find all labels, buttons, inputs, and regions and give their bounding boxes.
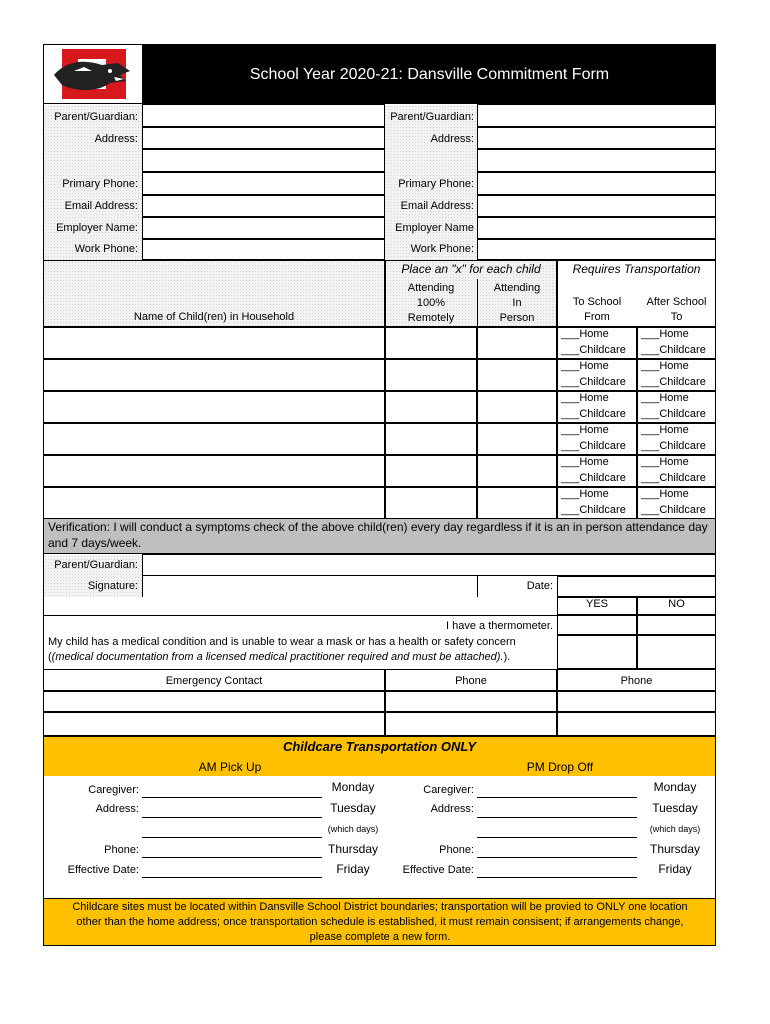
attending-remote-box[interactable] xyxy=(385,327,477,359)
after-school-home-option[interactable]: ___Home xyxy=(641,456,689,468)
medical-yes-box[interactable] xyxy=(557,635,637,669)
attending-person-box[interactable] xyxy=(477,359,557,391)
after-school-home-option[interactable]: ___Home xyxy=(641,360,689,372)
am-tuesday: Tuesday xyxy=(330,801,376,815)
attending-person-box[interactable] xyxy=(477,423,557,455)
verification-text: Verification: I will conduct a symptoms check of the above child(ren) every day regardless if it is an in person attendance day and 7 days/week. xyxy=(48,520,708,550)
emergency-contact-field-2[interactable] xyxy=(43,712,385,736)
primary-phone-label-1: Primary Phone: xyxy=(62,178,138,190)
medical-line-1: My child has a medical condition and is unable to wear a mask or has a health or safety concern xyxy=(48,636,516,648)
attending-person-label: Attending In Person xyxy=(493,282,541,324)
after-school-label: After School To xyxy=(646,296,707,323)
email-field-2[interactable] xyxy=(477,195,716,217)
pm-friday: Friday xyxy=(658,862,692,876)
after-school-home-option[interactable]: ___Home xyxy=(641,488,689,500)
thermometer-yes-box[interactable] xyxy=(557,615,637,635)
pm-caregiver-line[interactable] xyxy=(477,797,637,798)
emergency-phone-field-2a[interactable] xyxy=(385,712,557,736)
pm-effective-label: Effective Date: xyxy=(402,864,474,876)
after-school-home-option[interactable]: ___Home xyxy=(641,424,689,436)
am-phone-line[interactable] xyxy=(142,857,322,858)
to-school-childcare-option[interactable]: ___Childcare xyxy=(561,440,626,452)
address-label-1: Address: xyxy=(94,133,138,145)
childcare-title: Childcare Transportation ONLY xyxy=(282,739,477,754)
date-label: Date: xyxy=(526,580,553,592)
am-address-label: Address: xyxy=(95,803,139,815)
after-school-childcare-option[interactable]: ___Childcare xyxy=(641,376,706,388)
after-school-childcare-option[interactable]: ___Childcare xyxy=(641,344,706,356)
employer-field-2[interactable] xyxy=(477,217,716,239)
parent-guardian-label-2: Parent/Guardian: xyxy=(390,111,474,123)
am-address-line[interactable] xyxy=(142,817,322,818)
footer-note: Childcare sites must be located within Dansville School District boundaries; transportation will be provied to ONLY one location other than the home address; once transportation schedule is established, it must remain consisent; if arrangements change, please complete a new form. xyxy=(72,901,688,943)
thermometer-no-box[interactable] xyxy=(637,615,716,635)
medical-no-box[interactable] xyxy=(637,635,716,669)
primary-phone-field-2[interactable] xyxy=(477,172,716,195)
parent-guardian-field-1[interactable] xyxy=(142,104,385,127)
pm-caregiver-label: Caregiver: xyxy=(423,784,474,796)
to-school-home-option[interactable]: ___Home xyxy=(561,488,609,500)
employer-field-1[interactable] xyxy=(142,217,385,239)
am-phone-label: Phone: xyxy=(104,844,139,856)
to-school-childcare-option[interactable]: ___Childcare xyxy=(561,376,626,388)
after-school-home-option[interactable]: ___Home xyxy=(641,328,689,340)
yes-label: YES xyxy=(585,598,608,610)
pm-monday: Monday xyxy=(653,780,697,794)
am-caregiver-line[interactable] xyxy=(142,797,322,798)
place-x-label: Place an "x" for each child xyxy=(401,262,541,276)
to-school-childcare-option[interactable]: ___Childcare xyxy=(561,472,626,484)
pm-which-days: (which days) xyxy=(649,824,701,834)
emergency-phone-field-1a[interactable] xyxy=(385,691,557,712)
after-school-home-option[interactable]: ___Home xyxy=(641,392,689,404)
attending-remote-box[interactable] xyxy=(385,423,477,455)
work-phone-label-2: Work Phone: xyxy=(410,243,474,255)
pm-phone-line[interactable] xyxy=(477,857,637,858)
am-address-line-2[interactable] xyxy=(142,837,322,838)
to-school-home-option[interactable]: ___Home xyxy=(561,360,609,372)
no-label: NO xyxy=(668,598,685,610)
work-phone-field-2[interactable] xyxy=(477,239,716,260)
emergency-contact-label: Emergency Contact xyxy=(165,675,263,687)
pm-phone-label: Phone: xyxy=(439,844,474,856)
pm-thursday: Thursday xyxy=(649,842,701,856)
to-school-label: To School From xyxy=(572,296,622,323)
verification-parent-field[interactable] xyxy=(142,554,716,576)
pm-tuesday: Tuesday xyxy=(652,801,698,815)
to-school-childcare-option[interactable]: ___Childcare xyxy=(561,504,626,516)
email-field-1[interactable] xyxy=(142,195,385,217)
attending-person-box[interactable] xyxy=(477,327,557,359)
children-name-header-label: Name of Child(ren) in Household xyxy=(133,311,295,323)
thermometer-label: I have a thermometer. xyxy=(446,620,553,632)
address-field-1[interactable] xyxy=(142,127,385,149)
child-name-field[interactable] xyxy=(43,455,385,487)
signature-field[interactable] xyxy=(142,576,478,597)
address-line2-field-1[interactable] xyxy=(142,149,385,172)
address-line2-field-2[interactable] xyxy=(477,149,716,172)
am-effective-line[interactable] xyxy=(142,877,322,878)
address-field-2[interactable] xyxy=(477,127,716,149)
to-school-childcare-option[interactable]: ___Childcare xyxy=(561,344,626,356)
am-effective-label: Effective Date: xyxy=(67,864,139,876)
work-phone-field-1[interactable] xyxy=(142,239,385,260)
child-name-field[interactable] xyxy=(43,487,385,519)
emergency-phone-label-2: Phone xyxy=(620,675,653,687)
after-school-childcare-option[interactable]: ___Childcare xyxy=(641,472,706,484)
to-school-home-option[interactable]: ___Home xyxy=(561,456,609,468)
requires-transport-label: Requires Transportation xyxy=(572,262,701,276)
attending-remote-box[interactable] xyxy=(385,391,477,423)
employer-label-2: Employer Name xyxy=(395,222,474,234)
child-name-field[interactable] xyxy=(43,359,385,391)
after-school-childcare-option[interactable]: ___Childcare xyxy=(641,504,706,516)
logo-box xyxy=(43,44,143,104)
date-field[interactable] xyxy=(557,576,716,597)
attending-remote-label: Attending 100% Remotely xyxy=(407,282,455,324)
cougar-logo-icon xyxy=(44,45,142,103)
attending-remote-box[interactable] xyxy=(385,455,477,487)
to-school-home-option[interactable]: ___Home xyxy=(561,392,609,404)
verification-parent-label: Parent/Guardian: xyxy=(54,559,138,571)
am-monday: Monday xyxy=(331,780,375,794)
emergency-contact-field-1[interactable] xyxy=(43,691,385,712)
am-pickup-label: AM Pick Up xyxy=(198,760,262,774)
attending-person-box[interactable] xyxy=(477,455,557,487)
am-which-days: (which days) xyxy=(327,824,379,834)
attending-remote-box[interactable] xyxy=(385,359,477,391)
am-friday: Friday xyxy=(336,862,370,876)
child-name-field[interactable] xyxy=(43,423,385,455)
primary-phone-label-2: Primary Phone: xyxy=(398,178,474,190)
emergency-phone-field-1b[interactable] xyxy=(557,691,716,712)
am-caregiver-label: Caregiver: xyxy=(88,784,139,796)
address-label-2: Address: xyxy=(430,133,474,145)
pm-effective-line[interactable] xyxy=(477,877,637,878)
after-school-childcare-option[interactable]: ___Childcare xyxy=(641,440,706,452)
emergency-phone-field-2b[interactable] xyxy=(557,712,716,736)
emergency-phone-label-1: Phone xyxy=(455,675,487,687)
pm-address-line-2[interactable] xyxy=(477,837,637,838)
medical-open-paren: ( xyxy=(48,651,52,663)
attending-person-box[interactable] xyxy=(477,391,557,423)
child-name-field[interactable] xyxy=(43,327,385,359)
to-school-home-option[interactable]: ___Home xyxy=(561,424,609,436)
employer-label-1: Employer Name: xyxy=(56,222,138,234)
attending-remote-box[interactable] xyxy=(385,487,477,519)
parent-guardian-label-1: Parent/Guardian: xyxy=(54,111,138,123)
pm-address-line[interactable] xyxy=(477,817,637,818)
medical-line-2-text: (medical documentation from a licensed medical practitioner required and must be attached). xyxy=(51,651,504,663)
to-school-childcare-option[interactable]: ___Childcare xyxy=(561,408,626,420)
email-label-2: Email Address: xyxy=(400,200,474,212)
child-name-field[interactable] xyxy=(43,391,385,423)
pm-dropoff-label: PM Drop Off xyxy=(526,760,594,774)
email-label-1: Email Address: xyxy=(64,200,138,212)
attending-person-box[interactable] xyxy=(477,487,557,519)
primary-phone-field-1[interactable] xyxy=(142,172,385,195)
to-school-home-option[interactable]: ___Home xyxy=(561,328,609,340)
am-thursday: Thursday xyxy=(327,842,379,856)
work-phone-label-1: Work Phone: xyxy=(74,243,138,255)
after-school-childcare-option[interactable]: ___Childcare xyxy=(641,408,706,420)
medical-line-2 xyxy=(48,651,510,663)
medical-close-paren: ). xyxy=(503,651,511,663)
signature-label: Signature: xyxy=(87,580,138,592)
form-title: School Year 2020-21: Dansville Commitment Form xyxy=(249,66,610,83)
parent-guardian-field-2[interactable] xyxy=(477,104,716,127)
pm-address-label: Address: xyxy=(430,803,474,815)
